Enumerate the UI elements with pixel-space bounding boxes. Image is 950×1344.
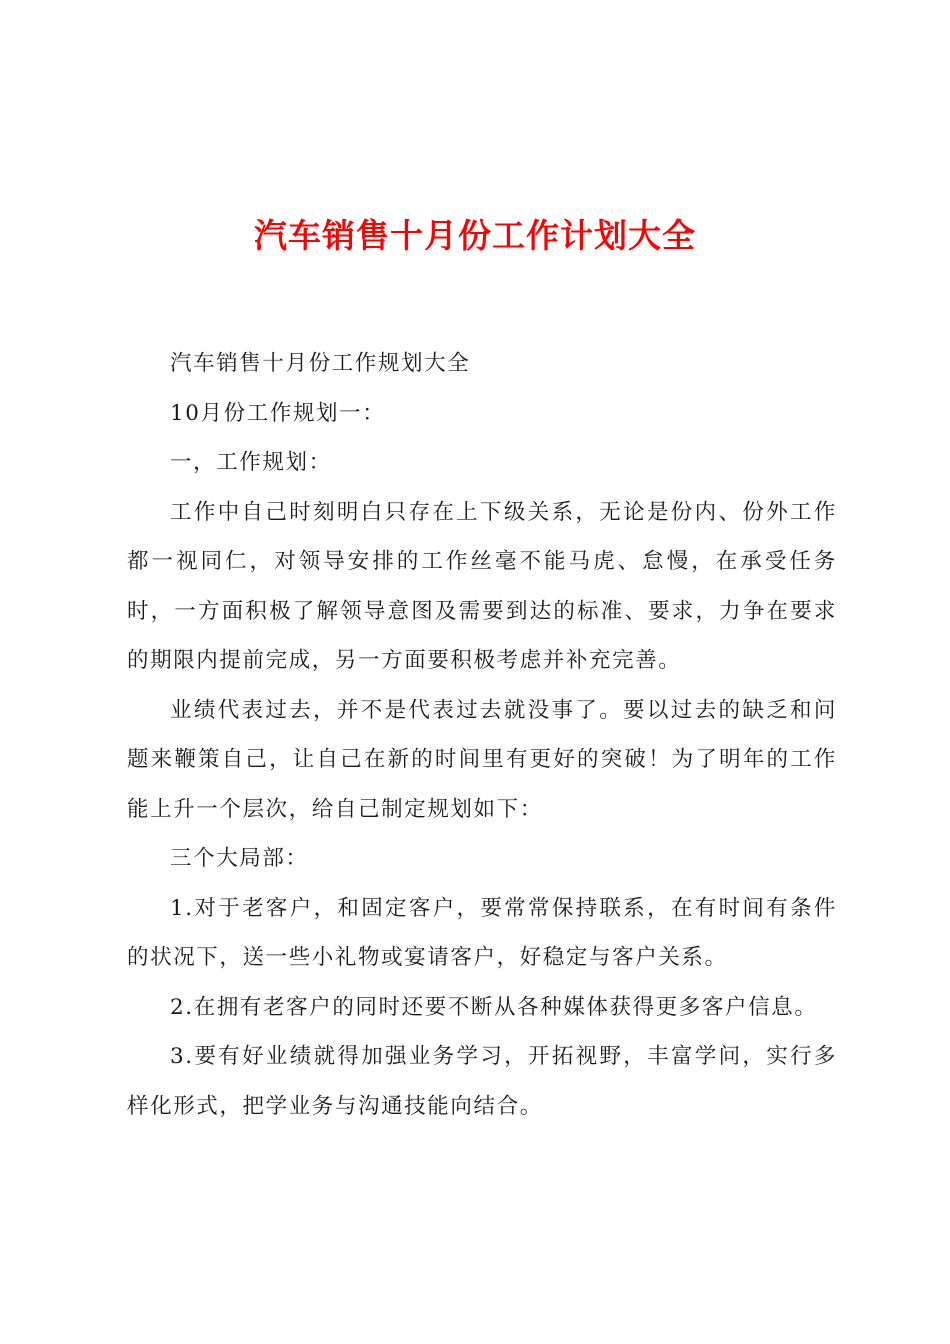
- paragraph-item-1: 1.对于老客户，和固定客户，要常常保持联系，在有时间有条件的状况下，送一些小礼物或宴请客户，好稳定与客户关系。: [127, 895, 837, 970]
- document-title: 汽车销售十月份工作计划大全: [254, 216, 696, 255]
- paragraph-work-attitude: 工作中自己时刻明白只存在上下级关系，无论是份内、份外工作都一视同仁，对领导安排的工作丝毫不能马虎、怠慢，在承受任务时，一方面积极了解领导意图及需要到达的标准、要求，力争在要求的期限内提前完成，另一方面要积极考虑并补充完善。: [127, 499, 837, 673]
- paragraph-plan-heading: 10月份工作规划一：: [170, 400, 386, 426]
- paragraph-performance: 业绩代表过去，并不是代表过去就没事了。要以过去的缺乏和问题来鞭策自己，让自己在新的时间里有更好的突破！为了明年的工作能上升一个层次，给自己制定规划如下：: [127, 697, 837, 822]
- paragraph-item-3: 3.要有好业绩就得加强业务学习，开拓视野，丰富学问，实行多样化形式，把学业务与沟通技能向结合。: [127, 1044, 837, 1119]
- paragraph-subtitle: 汽车销售十月份工作规划大全: [170, 351, 471, 376]
- paragraph-item-2: 2.在拥有老客户的同时还要不断从各种媒体获得更多客户信息。: [170, 994, 818, 1020]
- paragraph-three-parts: 三个大局部：: [170, 846, 309, 871]
- paragraph-section-heading: 一，工作规划：: [170, 450, 332, 475]
- document-body: [127, 339, 837, 1131]
